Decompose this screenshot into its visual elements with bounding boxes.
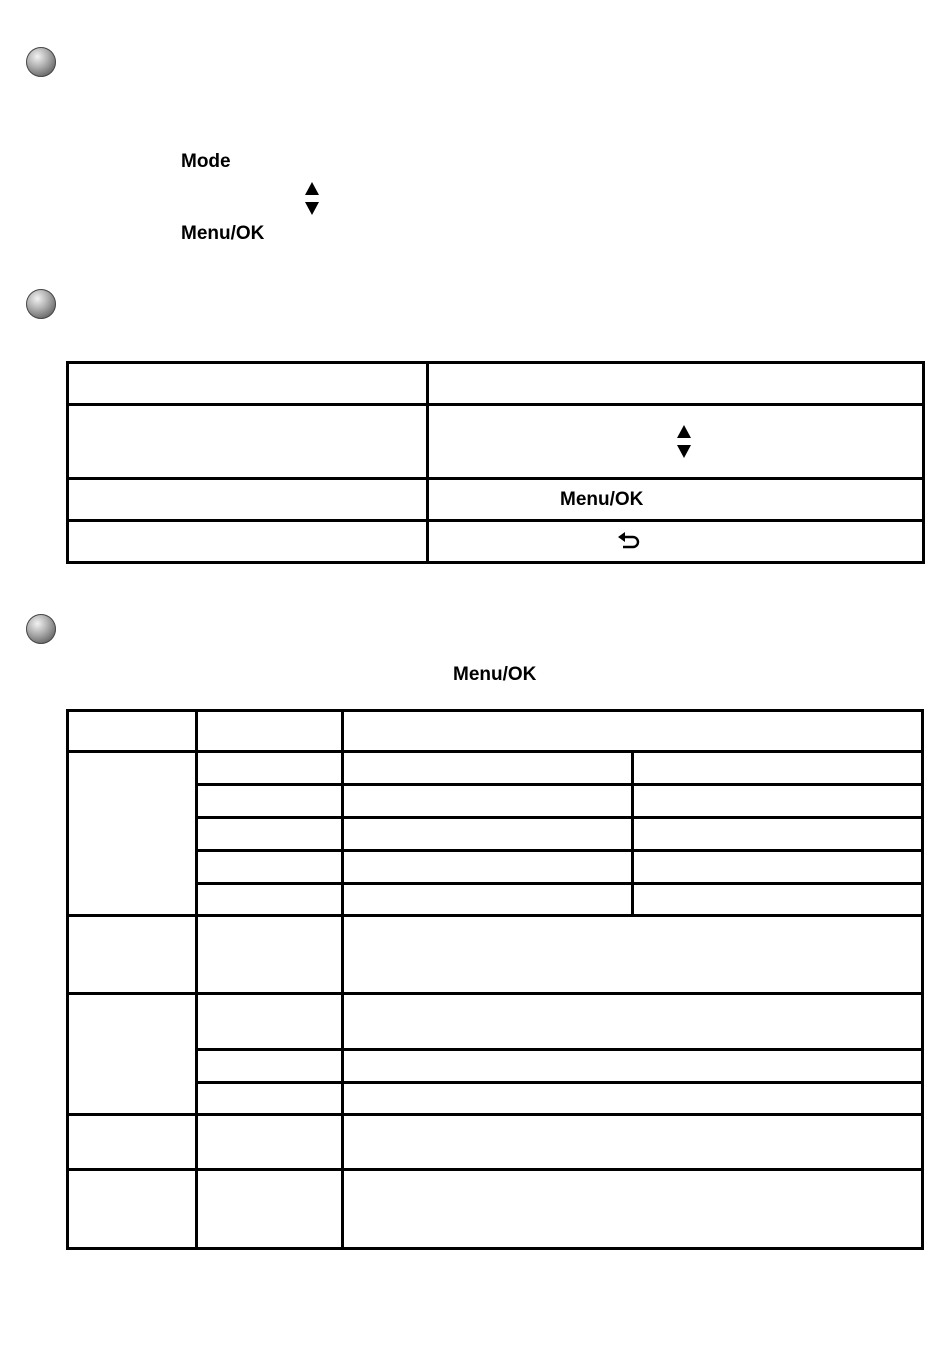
table-cell — [197, 1083, 343, 1115]
table-cell — [68, 752, 197, 916]
table-row — [68, 752, 923, 785]
table-row — [68, 711, 923, 752]
table-cell — [343, 916, 923, 994]
table-cell — [68, 1170, 197, 1249]
table-cell — [343, 1050, 923, 1083]
table-cell — [197, 711, 343, 752]
table-cell — [343, 1083, 923, 1115]
table-cell — [428, 363, 924, 405]
table-cell — [68, 994, 197, 1115]
table-row — [68, 363, 924, 405]
table-cell — [343, 851, 633, 884]
table-cell — [428, 479, 924, 521]
table-row — [68, 818, 923, 851]
table-row — [68, 1083, 923, 1115]
table-row — [68, 479, 924, 521]
settings-table — [66, 709, 924, 1250]
table-cell — [197, 1115, 343, 1170]
table-cell — [197, 994, 343, 1050]
table-cell — [343, 1170, 923, 1249]
table-cell — [68, 711, 197, 752]
mode-label: Mode — [181, 151, 231, 172]
table-cell — [633, 851, 923, 884]
table-cell — [68, 521, 428, 563]
up-down-triangle-icon — [675, 424, 693, 460]
table-cell — [343, 818, 633, 851]
table-row — [68, 851, 923, 884]
table-cell — [68, 363, 428, 405]
table-cell — [343, 1115, 923, 1170]
table-cell — [197, 752, 343, 785]
table-row — [68, 994, 923, 1050]
table-row — [68, 785, 923, 818]
section-bullet-3 — [26, 614, 56, 644]
table-cell — [68, 479, 428, 521]
table-cell — [197, 916, 343, 994]
table-row — [68, 1050, 923, 1083]
table-row — [68, 916, 923, 994]
section-bullet-1 — [26, 47, 56, 77]
menu-ok-label: Menu/OK — [560, 488, 644, 510]
table-cell — [197, 1170, 343, 1249]
table-cell — [633, 818, 923, 851]
table-row — [68, 405, 924, 479]
table-cell — [343, 785, 633, 818]
table-cell — [343, 752, 633, 785]
table-cell — [68, 1115, 197, 1170]
table-cell — [343, 994, 923, 1050]
menu-ok-label: Menu/OK — [453, 664, 537, 685]
table-cell — [633, 884, 923, 916]
table-cell — [68, 405, 428, 479]
table-cell — [197, 785, 343, 818]
table-cell — [197, 818, 343, 851]
table-cell — [197, 851, 343, 884]
section-bullet-2 — [26, 289, 56, 319]
table-cell — [197, 884, 343, 916]
table-cell — [428, 521, 924, 563]
table-cell — [343, 884, 633, 916]
menu-ok-label: Menu/OK — [181, 223, 265, 244]
table-row — [68, 1115, 923, 1170]
table-cell — [633, 785, 923, 818]
table-row — [68, 1170, 923, 1249]
table-cell — [633, 752, 923, 785]
table-row — [68, 521, 924, 563]
table-row — [68, 884, 923, 916]
navigation-table — [66, 361, 925, 564]
table-cell — [343, 711, 923, 752]
table-cell — [428, 405, 924, 479]
up-down-triangle-icon — [303, 181, 321, 217]
return-arrow-icon — [617, 531, 641, 551]
table-cell — [68, 916, 197, 994]
table-cell — [197, 1050, 343, 1083]
